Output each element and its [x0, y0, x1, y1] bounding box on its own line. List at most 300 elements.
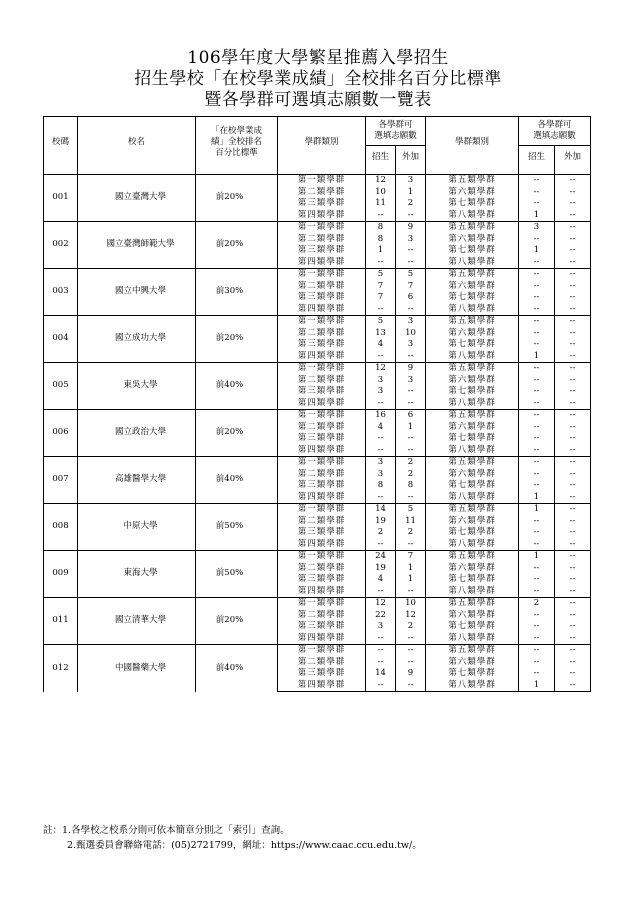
enroll-count-left: 4	[366, 339, 396, 351]
enroll-count-right: --	[519, 633, 555, 645]
extra-count-right: --	[555, 504, 591, 516]
enroll-count-left: --	[366, 445, 396, 457]
extra-count-left: 3	[396, 234, 426, 246]
group-label-right: 第六類學群	[426, 422, 519, 434]
extra-count-left: --	[396, 433, 426, 445]
table-row	[44, 363, 591, 375]
group-label-left: 第一類學群	[278, 316, 366, 328]
group-label-right: 第七類學群	[426, 386, 519, 398]
school-code: 003	[44, 269, 78, 316]
extra-count-right: --	[555, 187, 591, 199]
extra-count-right: --	[555, 222, 591, 234]
extra-count-right: --	[555, 316, 591, 328]
extra-count-left: --	[396, 386, 426, 398]
header-code: 校碼	[44, 117, 78, 169]
header-group-left: 學群類別	[278, 117, 366, 169]
enroll-count-left: 3	[366, 386, 396, 398]
extra-count-right: --	[555, 386, 591, 398]
school-name: 國立成功大學	[78, 316, 196, 363]
extra-count-left: --	[396, 680, 426, 692]
group-label-right: 第八類學群	[426, 586, 519, 598]
group-label-right: 第六類學群	[426, 657, 519, 669]
group-label-right: 第六類學群	[426, 516, 519, 528]
enroll-count-left: --	[366, 433, 396, 445]
table-row	[44, 645, 591, 657]
enroll-count-right: 1	[519, 551, 555, 563]
extra-count-left: 2	[396, 621, 426, 633]
enroll-count-left: --	[366, 586, 396, 598]
group-label-left: 第一類學群	[278, 645, 366, 657]
group-label-right: 第五類學群	[426, 504, 519, 516]
group-label-left: 第二類學群	[278, 516, 366, 528]
school-block	[44, 551, 591, 598]
school-code: 001	[44, 175, 78, 222]
extra-count-right: --	[555, 328, 591, 340]
enroll-count-left: --	[366, 351, 396, 363]
group-label-right: 第六類學群	[426, 328, 519, 340]
enroll-count-left: 10	[366, 187, 396, 199]
enroll-count-left: 2	[366, 527, 396, 539]
extra-count-left: 2	[396, 198, 426, 210]
extra-count-left: 9	[396, 363, 426, 375]
extra-count-left: 1	[396, 422, 426, 434]
enroll-count-left: 4	[366, 422, 396, 434]
header-choices-right	[519, 117, 591, 146]
school-code: 006	[44, 410, 78, 457]
enroll-count-right: --	[519, 269, 555, 281]
extra-count-right: --	[555, 469, 591, 481]
school-block	[44, 504, 591, 551]
header-extra-left: 外加	[396, 146, 426, 169]
header-enroll-right: 招生	[519, 146, 555, 169]
table-row	[44, 175, 591, 187]
school-block	[44, 363, 591, 410]
group-label-left: 第三類學群	[278, 245, 366, 257]
school-block	[44, 316, 591, 363]
extra-count-right: --	[555, 304, 591, 316]
group-label-right: 第七類學群	[426, 339, 519, 351]
group-label-right: 第八類學群	[426, 304, 519, 316]
enroll-count-right: --	[519, 668, 555, 680]
enroll-count-right: --	[519, 281, 555, 293]
school-name: 中國醫藥大學	[78, 645, 196, 692]
enroll-count-right: --	[519, 292, 555, 304]
enroll-count-right: --	[519, 328, 555, 340]
extra-count-left: 6	[396, 410, 426, 422]
extra-count-left: 9	[396, 668, 426, 680]
group-label-left: 第四類學群	[278, 539, 366, 551]
rank-percentage: 前20%	[196, 410, 278, 457]
table-row	[44, 269, 591, 281]
enroll-count-right: --	[519, 574, 555, 586]
rank-percentage: 前40%	[196, 363, 278, 410]
extra-count-right: --	[555, 363, 591, 375]
group-label-left: 第二類學群	[278, 469, 366, 481]
enroll-count-right: --	[519, 198, 555, 210]
title-line-1: 106學年度大學繁星推薦入學招生	[187, 48, 449, 68]
extra-count-left: 10	[396, 598, 426, 610]
school-block	[44, 269, 591, 316]
school-name: 國立清華大學	[78, 598, 196, 645]
school-block	[44, 598, 591, 645]
table-row	[44, 504, 591, 516]
school-block	[44, 175, 591, 222]
enroll-count-right: --	[519, 175, 555, 187]
group-label-right: 第七類學群	[426, 292, 519, 304]
group-label-right: 第五類學群	[426, 363, 519, 375]
enroll-count-right: 1	[519, 680, 555, 692]
group-label-right: 第七類學群	[426, 198, 519, 210]
footnotes	[43, 823, 422, 853]
extra-count-left: 3	[396, 375, 426, 387]
enroll-count-left: 14	[366, 504, 396, 516]
group-label-right: 第六類學群	[426, 234, 519, 246]
enroll-count-right: --	[519, 316, 555, 328]
extra-count-left: 10	[396, 328, 426, 340]
group-label-left: 第三類學群	[278, 433, 366, 445]
school-code: 009	[44, 551, 78, 598]
table-row	[44, 598, 591, 610]
extra-count-left: --	[396, 245, 426, 257]
school-name: 國立臺灣師範大學	[78, 222, 196, 269]
group-label-right: 第五類學群	[426, 551, 519, 563]
extra-count-left: --	[396, 657, 426, 669]
enroll-count-right: --	[519, 375, 555, 387]
group-label-right: 第七類學群	[426, 621, 519, 633]
group-label-left: 第二類學群	[278, 563, 366, 575]
extra-count-left: --	[396, 586, 426, 598]
extra-count-right: --	[555, 539, 591, 551]
extra-count-right: --	[555, 245, 591, 257]
enroll-count-left: --	[366, 633, 396, 645]
rank-percentage: 前20%	[196, 222, 278, 269]
extra-count-right: --	[555, 551, 591, 563]
group-label-left: 第二類學群	[278, 657, 366, 669]
enroll-count-right: 3	[519, 222, 555, 234]
extra-count-right: --	[555, 516, 591, 528]
enroll-count-right: --	[519, 657, 555, 669]
school-code: 002	[44, 222, 78, 269]
enroll-count-left: 12	[366, 363, 396, 375]
extra-count-left: 2	[396, 469, 426, 481]
enroll-count-left: 19	[366, 516, 396, 528]
group-label-left: 第三類學群	[278, 198, 366, 210]
enroll-count-right: --	[519, 433, 555, 445]
enroll-count-left: --	[366, 398, 396, 410]
group-label-right: 第五類學群	[426, 645, 519, 657]
extra-count-right: --	[555, 445, 591, 457]
rank-percentage: 前40%	[196, 457, 278, 504]
enroll-count-left: 7	[366, 281, 396, 293]
enroll-count-right: --	[519, 645, 555, 657]
group-label-right: 第七類學群	[426, 668, 519, 680]
enroll-count-left: 4	[366, 574, 396, 586]
group-label-right: 第八類學群	[426, 398, 519, 410]
group-label-right: 第六類學群	[426, 375, 519, 387]
group-label-right: 第六類學群	[426, 187, 519, 199]
extra-count-right: --	[555, 234, 591, 246]
table-row	[44, 457, 591, 469]
group-label-right: 第八類學群	[426, 539, 519, 551]
enroll-count-right: --	[519, 363, 555, 375]
group-label-right: 第六類學群	[426, 469, 519, 481]
group-label-left: 第一類學群	[278, 598, 366, 610]
extra-count-right: --	[555, 621, 591, 633]
extra-count-right: --	[555, 422, 591, 434]
school-table	[43, 116, 591, 692]
enroll-count-right: --	[519, 586, 555, 598]
enroll-count-left: --	[366, 304, 396, 316]
extra-count-right: --	[555, 351, 591, 363]
enroll-count-left: 5	[366, 269, 396, 281]
school-name: 國立臺灣大學	[78, 175, 196, 222]
extra-count-left: --	[396, 351, 426, 363]
title-line-2: 招生學校「在校學業成績」全校排名百分比標準	[134, 69, 502, 89]
extra-count-right: --	[555, 433, 591, 445]
extra-count-right: --	[555, 657, 591, 669]
enroll-count-right: --	[519, 410, 555, 422]
extra-count-right: --	[555, 410, 591, 422]
enroll-count-right: --	[519, 610, 555, 622]
header-name: 校名	[78, 117, 196, 169]
enroll-count-right: --	[519, 621, 555, 633]
enroll-count-left: --	[366, 257, 396, 269]
enroll-count-left: 3	[366, 621, 396, 633]
header-extra-right: 外加	[555, 146, 591, 169]
school-name: 中原大學	[78, 504, 196, 551]
enroll-count-right: 1	[519, 492, 555, 504]
extra-count-right: --	[555, 210, 591, 222]
extra-count-right: --	[555, 563, 591, 575]
group-label-right: 第八類學群	[426, 680, 519, 692]
group-label-left: 第四類學群	[278, 586, 366, 598]
extra-count-right: --	[555, 269, 591, 281]
extra-count-left: 1	[396, 574, 426, 586]
rank-percentage: 前50%	[196, 504, 278, 551]
enroll-count-right: 1	[519, 245, 555, 257]
extra-count-left: 2	[396, 457, 426, 469]
extra-count-left: 3	[396, 339, 426, 351]
enroll-count-right: --	[519, 527, 555, 539]
school-name: 東海大學	[78, 551, 196, 598]
enroll-count-right: --	[519, 469, 555, 481]
group-label-left: 第一類學群	[278, 175, 366, 187]
group-label-left: 第三類學群	[278, 668, 366, 680]
school-block	[44, 457, 591, 504]
extra-count-left: 7	[396, 551, 426, 563]
extra-count-left: 11	[396, 516, 426, 528]
enroll-count-left: 12	[366, 598, 396, 610]
extra-count-right: --	[555, 633, 591, 645]
group-label-left: 第二類學群	[278, 328, 366, 340]
header-choices-line-2: 選填志願數	[374, 131, 417, 141]
enroll-count-right: 2	[519, 598, 555, 610]
enroll-count-left: 19	[366, 563, 396, 575]
extra-count-right: --	[555, 527, 591, 539]
group-label-left: 第二類學群	[278, 422, 366, 434]
header-choices-line-2: 選填志願數	[533, 131, 576, 141]
extra-count-right: --	[555, 492, 591, 504]
group-label-left: 第三類學群	[278, 386, 366, 398]
enroll-count-right: --	[519, 516, 555, 528]
group-label-right: 第七類學群	[426, 574, 519, 586]
enroll-count-left: 11	[366, 198, 396, 210]
group-label-left: 第四類學群	[278, 492, 366, 504]
extra-count-right: --	[555, 257, 591, 269]
enroll-count-right: 1	[519, 351, 555, 363]
header-pct-line-3: 百分比標準	[215, 148, 258, 158]
extra-count-right: --	[555, 281, 591, 293]
extra-count-right: --	[555, 339, 591, 351]
enroll-count-right: --	[519, 234, 555, 246]
enroll-count-right: --	[519, 339, 555, 351]
enroll-count-left: 13	[366, 328, 396, 340]
extra-count-right: --	[555, 198, 591, 210]
enroll-count-left: --	[366, 645, 396, 657]
enroll-count-right: --	[519, 398, 555, 410]
group-label-left: 第三類學群	[278, 292, 366, 304]
extra-count-left: --	[396, 645, 426, 657]
enroll-count-right: --	[519, 422, 555, 434]
school-name: 東吳大學	[78, 363, 196, 410]
school-code: 011	[44, 598, 78, 645]
extra-count-right: --	[555, 574, 591, 586]
enroll-count-right: --	[519, 257, 555, 269]
school-block	[44, 410, 591, 457]
title-line-3: 暨各學群可選填志願數一覽表	[204, 90, 432, 110]
enroll-count-left: 8	[366, 222, 396, 234]
group-label-left: 第一類學群	[278, 222, 366, 234]
extra-count-right: --	[555, 645, 591, 657]
footnote-1: 註：1.各學校之校系分則可依本簡章分則之「索引」查詢。	[43, 825, 290, 836]
enroll-count-right: --	[519, 457, 555, 469]
extra-count-right: --	[555, 668, 591, 680]
group-label-left: 第三類學群	[278, 574, 366, 586]
group-label-left: 第一類學群	[278, 410, 366, 422]
group-label-right: 第六類學群	[426, 563, 519, 575]
group-label-left: 第四類學群	[278, 633, 366, 645]
group-label-right: 第五類學群	[426, 410, 519, 422]
group-label-right: 第八類學群	[426, 257, 519, 269]
extra-count-left: 6	[396, 292, 426, 304]
table-row	[44, 316, 591, 328]
extra-count-left: 5	[396, 269, 426, 281]
group-label-left: 第一類學群	[278, 269, 366, 281]
group-label-right: 第五類學群	[426, 222, 519, 234]
footnote-2: 2.甄選委員會聯絡電話：(05)2721799，網址：https://www.caac.ccu.edu.tw/。	[67, 840, 422, 851]
extra-count-left: 12	[396, 610, 426, 622]
enroll-count-right: 1	[519, 504, 555, 516]
group-label-left: 第三類學群	[278, 480, 366, 492]
extra-count-left: --	[396, 210, 426, 222]
group-label-left: 第三類學群	[278, 621, 366, 633]
extra-count-right: --	[555, 586, 591, 598]
school-name: 國立政治大學	[78, 410, 196, 457]
group-label-left: 第四類學群	[278, 304, 366, 316]
rank-percentage: 前20%	[196, 175, 278, 222]
extra-count-left: 1	[396, 563, 426, 575]
extra-count-right: --	[555, 398, 591, 410]
group-label-right: 第五類學群	[426, 316, 519, 328]
enroll-count-left: 1	[366, 245, 396, 257]
school-block	[44, 222, 591, 269]
extra-count-left: --	[396, 539, 426, 551]
header-pct-line-2: 績」全校排名	[210, 137, 262, 147]
enroll-count-left: 24	[366, 551, 396, 563]
header-pct-line-1: 「在校學業成	[210, 126, 262, 136]
school-name: 高雄醫學大學	[78, 457, 196, 504]
group-label-left: 第二類學群	[278, 187, 366, 199]
group-label-right: 第五類學群	[426, 269, 519, 281]
group-label-left: 第二類學群	[278, 234, 366, 246]
group-label-left: 第四類學群	[278, 445, 366, 457]
extra-count-left: 9	[396, 222, 426, 234]
header-pct	[196, 117, 278, 169]
enroll-count-left: 5	[366, 316, 396, 328]
header-group-right: 學群類別	[426, 117, 519, 169]
group-label-right: 第六類學群	[426, 610, 519, 622]
group-label-right: 第七類學群	[426, 433, 519, 445]
group-label-right: 第五類學群	[426, 598, 519, 610]
group-label-right: 第七類學群	[426, 527, 519, 539]
extra-count-right: --	[555, 480, 591, 492]
group-label-left: 第二類學群	[278, 281, 366, 293]
school-code: 005	[44, 363, 78, 410]
school-code: 007	[44, 457, 78, 504]
rank-percentage: 前20%	[196, 598, 278, 645]
rank-percentage: 前30%	[196, 269, 278, 316]
group-label-right: 第五類學群	[426, 457, 519, 469]
group-label-left: 第二類學群	[278, 375, 366, 387]
group-label-right: 第五類學群	[426, 175, 519, 187]
group-label-right: 第八類學群	[426, 210, 519, 222]
extra-count-left: 3	[396, 316, 426, 328]
enroll-count-right: 1	[519, 210, 555, 222]
extra-count-right: --	[555, 680, 591, 692]
enroll-count-right: --	[519, 386, 555, 398]
enroll-count-left: 3	[366, 457, 396, 469]
group-label-left: 第一類學群	[278, 504, 366, 516]
enroll-count-left: 16	[366, 410, 396, 422]
enroll-count-left: 22	[366, 610, 396, 622]
extra-count-left: 7	[396, 281, 426, 293]
group-label-left: 第一類學群	[278, 551, 366, 563]
enroll-count-left: 3	[366, 469, 396, 481]
enroll-count-right: --	[519, 445, 555, 457]
enroll-count-left: 3	[366, 375, 396, 387]
group-label-left: 第四類學群	[278, 351, 366, 363]
group-label-right: 第六類學群	[426, 281, 519, 293]
extra-count-left: 1	[396, 187, 426, 199]
extra-count-right: --	[555, 175, 591, 187]
extra-count-right: --	[555, 457, 591, 469]
enroll-count-left: --	[366, 492, 396, 504]
group-label-left: 第一類學群	[278, 363, 366, 375]
group-label-left: 第三類學群	[278, 527, 366, 539]
school-code: 008	[44, 504, 78, 551]
group-label-right: 第八類學群	[426, 492, 519, 504]
group-label-left: 第一類學群	[278, 457, 366, 469]
enroll-count-left: 8	[366, 234, 396, 246]
extra-count-right: --	[555, 610, 591, 622]
extra-count-right: --	[555, 375, 591, 387]
extra-count-left: --	[396, 398, 426, 410]
extra-count-left: --	[396, 633, 426, 645]
enroll-count-right: --	[519, 539, 555, 551]
school-code: 004	[44, 316, 78, 363]
extra-count-left: --	[396, 304, 426, 316]
enroll-count-left: --	[366, 657, 396, 669]
